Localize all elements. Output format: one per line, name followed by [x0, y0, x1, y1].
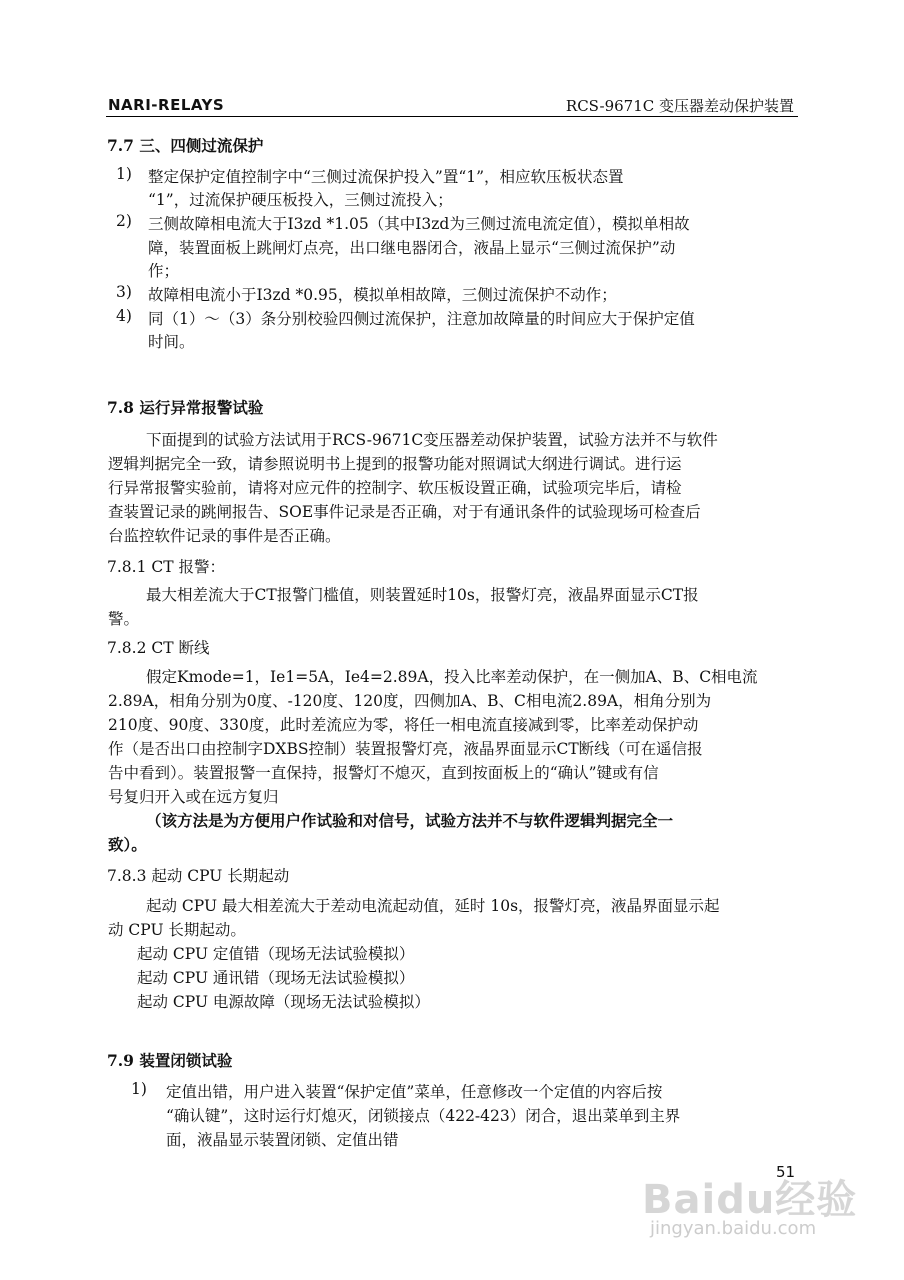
paragraph-line: 逻辑判据完全一致，请参照说明书上提到的报警功能对照调试大纲进行调试。进行运 — [108, 455, 682, 473]
watermark-logo: Baidu经验 — [642, 1177, 858, 1223]
section-7-8-title: 7.8 运行异常报警试验 — [107, 398, 264, 417]
paragraph-line: 动 CPU 长期起动。 — [108, 921, 246, 939]
paragraph-line: 行异常报警实验前，请将对应元件的控制字、软压板设置正确，试验项完毕后，请检 — [108, 479, 682, 497]
item-text-line: 障，装置面板上跳闸灯点亮，出口继电器闭合，液晶上显示“三侧过流保护”动 — [148, 239, 676, 257]
item-text-line: 整定保护定值控制字中“三侧过流保护投入”置“1”，相应软压板状态置 — [148, 168, 624, 186]
section-7-8-3-title: 7.8.3 起动 CPU 长期起动 — [107, 867, 290, 885]
paragraph-line: 台监控软件记录的事件是否正确。 — [108, 527, 341, 545]
item-text-line: 三侧故障相电流大于I3zd *1.05（其中I3zd为三侧过流电流定值），模拟单相故 — [148, 215, 690, 233]
paragraph-line: 号复归开入或在远方复归 — [108, 788, 279, 806]
item-number: 4) — [116, 307, 132, 325]
paragraph-line: 2.89A，相角分别为0度、-120度、120度，四侧加A、B、C相电流2.89A，相角分别为 — [108, 692, 712, 710]
paragraph-line: 起动 CPU 最大相差流大于差动电流起动值，延时 10s，报警灯亮，液晶界面显示起 — [146, 897, 720, 915]
paragraph-line: 起动 CPU 通讯错（现场无法试验模拟） — [137, 969, 415, 987]
paragraph-line: 告中看到）。装置报警一直保持，报警灯不熄灭，直到按面板上的“确认”键或有信 — [108, 764, 659, 782]
item-number: 1) — [131, 1080, 147, 1098]
item-number: 3) — [116, 283, 132, 301]
watermark-url: jingyan.baidu.com — [650, 1218, 817, 1239]
item-text-line: “1”，过流保护硬压板投入，三侧过流投入； — [148, 191, 453, 209]
item-text-line: 故障相电流小于I3zd *0.95，模拟单相故障，三侧过流保护不动作； — [148, 286, 617, 304]
item-text-line: 同（1）～（3）条分别校验四侧过流保护，注意加故障量的时间应大于保护定值 — [148, 310, 695, 328]
section-7-8-1-title: 7.8.1 CT 报警： — [107, 558, 225, 576]
header-brand: NARI-RELAYS — [108, 96, 225, 114]
paragraph-line: 作（是否出口由控制字DXBS控制）装置报警灯亮，液晶界面显示CT断线（可在遥信报 — [108, 740, 703, 758]
section-7-9-title: 7.9 装置闭锁试验 — [107, 1051, 233, 1070]
paragraph-line: 假定Kmode=1，Ie1=5A，Ie4=2.89A，投入比率差动保护，在一侧加A、B、C相电流 — [146, 668, 758, 686]
item-text-line: 时间。 — [148, 333, 195, 351]
paragraph-line: 最大相差流大于CT报警门槛值，则装置延时10s，报警灯亮，液晶界面显示CT报 — [146, 586, 699, 604]
paragraph-line: 下面提到的试验方法试用于RCS-9671C变压器差动保护装置，试验方法并不与软件 — [146, 431, 718, 449]
item-text-line: 作； — [148, 262, 180, 280]
paragraph-line: 警。 — [108, 610, 140, 628]
paragraph-line: 查装置记录的跳闸报告、SOE事件记录是否正确，对于有通讯条件的试验现场可检查后 — [108, 503, 701, 521]
item-text-line: 定值出错，用户进入装置“保护定值”菜单，任意修改一个定值的内容后按 — [166, 1083, 663, 1101]
item-number: 1) — [116, 165, 132, 183]
item-text-line: 面，液晶显示装置闭锁、定值出错 — [166, 1131, 399, 1149]
page-number: 51 — [776, 1163, 796, 1181]
section-7-8-2-title: 7.8.2 CT 断线 — [107, 639, 210, 657]
item-number: 2) — [116, 212, 132, 230]
paragraph-line: 起动 CPU 定值错（现场无法试验模拟） — [137, 945, 415, 963]
header-rule — [106, 116, 798, 117]
header-product-title: RCS-9671C 变压器差动保护装置 — [565, 97, 794, 115]
item-text-line: “确认键”，这时运行灯熄灭，闭锁接点（422-423）闭合，退出菜单到主界 — [166, 1107, 681, 1125]
paragraph-line: 210度、90度、330度，此时差流应为零，将任一相电流直接减到零，比率差动保护动 — [108, 716, 699, 734]
note-line: 致）。 — [108, 835, 147, 854]
paragraph-line: 起动 CPU 电源故障（现场无法试验模拟） — [137, 993, 430, 1011]
note-line: （该方法是为方便用户作试验和对信号，试验方法并不与软件逻辑判据完全一 — [146, 811, 674, 830]
section-7-7-title: 7.7 三、四侧过流保护 — [107, 136, 264, 155]
